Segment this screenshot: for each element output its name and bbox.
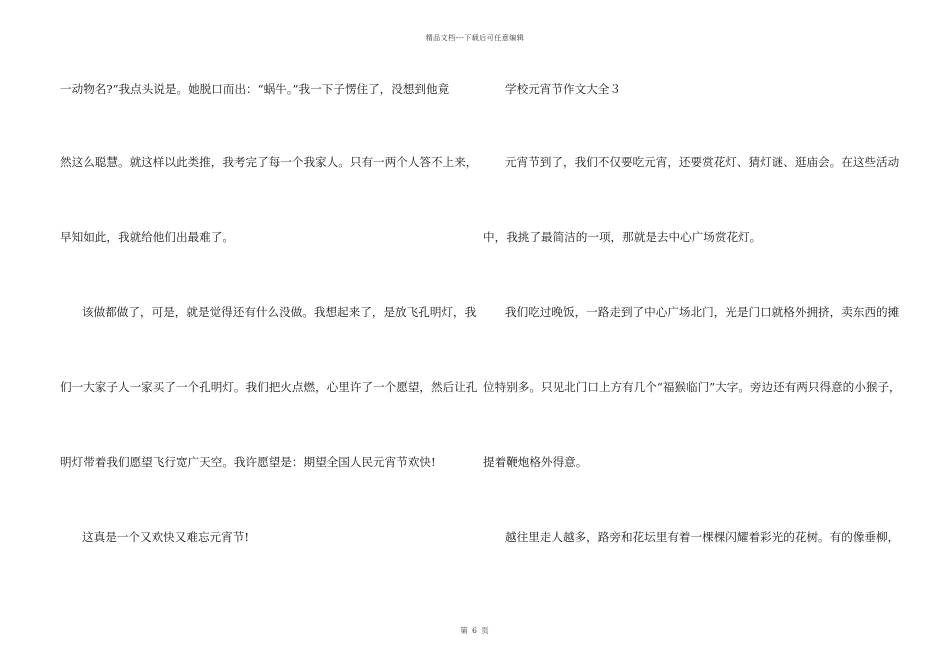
paragraph-line: 们一大家子人一家买了一个孔明灯。我们把火点燃，心里许了一个愿望，然后让孔 [60,380,478,394]
paragraph-line: 元宵节到了，我们不仅要吃元宵，还要赏花灯、猜灯谜、逛庙会。在这些活动 [505,155,900,169]
paragraph-line: 然这么聪慧。就这样以此类推，我考完了每一个我家人。只有一两个人答不上来， [60,155,478,169]
paragraph-line: 早知如此，我就给他们出最难了。 [60,230,234,244]
paragraph-line: 位特别多。只见北门口上方有几个“福猴临门”大字。旁边还有两只得意的小猴子， [483,380,901,394]
paragraph-line: 中，我挑了最简洁的一项，那就是去中心广场赏花灯。 [483,230,762,244]
page-header: 精品文档---下载后可任意编辑 [425,34,525,42]
paragraph-line: 提着鞭炮格外得意。 [483,455,588,469]
paragraph-line: 一动物名?”我点头说是。她脱口而出：“蜗牛。”我一下子愣住了，没想到他竟 [60,82,450,96]
paragraph-line: 我们吃过晚饭，一路走到了中心广场北门，光是门口就格外拥挤，卖东西的摊 [505,305,900,319]
page-number: 第 6 页 [460,626,490,635]
paragraph-line: 该做都做了，可是，就是觉得还有什么没做。我想起来了，是放飞孔明灯，我 [82,305,477,319]
section-heading: 学校元宵节作文大全３ [505,82,621,96]
paragraph-line: 这真是一个又欢快又难忘元宵节! [82,530,249,544]
paragraph-line: 越往里走人越多，路旁和花坛里有着一棵棵闪耀着彩光的花树。有的像垂柳， [505,530,900,544]
paragraph-line: 明灯带着我们愿望飞行宽广天空。我许愿望是：期望全国人民元宵节欢快! [60,455,436,469]
